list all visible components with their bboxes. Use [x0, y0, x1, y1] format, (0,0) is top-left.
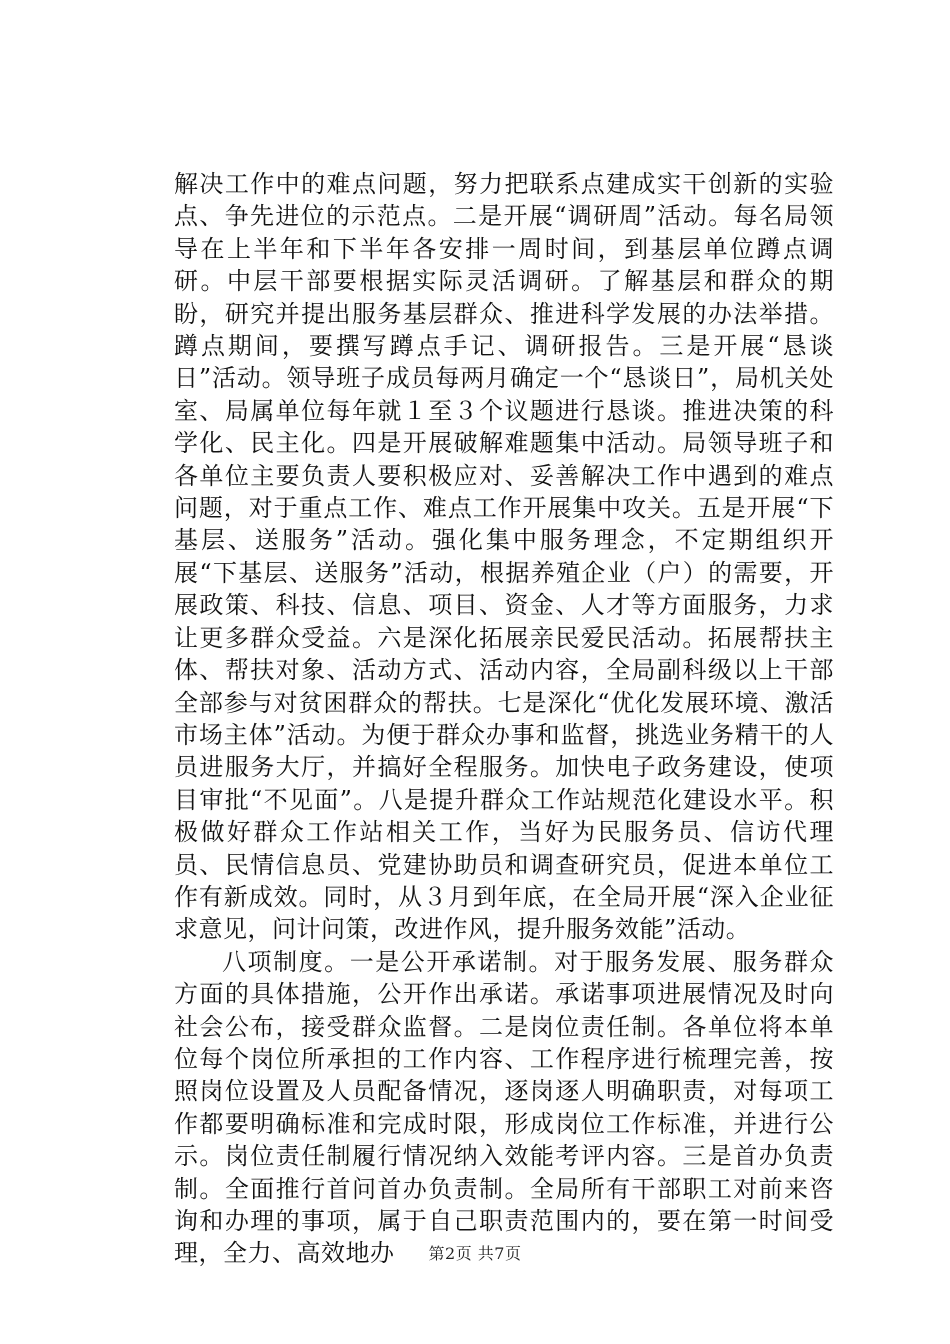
- paragraph-2: 八项制度。一是公开承诺制。对于服务发展、服务群众方面的具体措施，公开作出承诺。承诺事项进展情况及时向社会公布，接受群众监督。二是岗位责任制。各单位将本单位每个岗位所承担的工作内容、工作程序进行梳理完善，按照岗位设置及人员配备情况，逐岗逐人明确职责，对每项工作都要明确标准和完成时限，形成岗位工作标准，并进行公示。岗位责任制履行情况纳入效能考评内容。三是首办负责制。全面推行首问首办负责制。全局所有干部职工对前来咨询和办理的事项，属于自己职责范围内的，要在第一时间受理，全力、高效地办: [174, 947, 834, 1268]
- paragraph-1: 解决工作中的难点问题，努力把联系点建成实干创新的实验点、争先进位的示范点。二是开展“调研周”活动。每名局领导在上半年和下半年各安排一周时间，到基层单位蹲点调研。中层干部要根据实际灵活调研。了解基层和群众的期盼，研究并提出服务基层群众、推进科学发展的办法举措。蹲点期间，要撰写蹲点手记、调研报告。三是开展“恳谈日”活动。领导班子成员每两月确定一个“恳谈日”，局机关处室、局属单位每年就１至３个议题进行恳谈。推进决策的科学化、民主化。四是开展破解难题集中活动。局领导班子和各单位主要负责人要积极应对、妥善解决工作中遇到的难点问题，对于重点工作、难点工作开展集中攻关。五是开展“下基层、送服务”活动。强化集中服务理念，不定期组织开展“下基层、送服务”活动，根据养殖企业（户）的需要，开展政策、科技、信息、项目、资金、人才等方面服务，力求让更多群众受益。六是深化拓展亲民爱民活动。拓展帮扶主体、帮扶对象、活动方式、活动内容，全局副科级以上干部全部参与对贫困群众的帮扶。七是深化“优化发展环境、激活市场主体”活动。为便于群众办事和监督，挑选业务精干的人员进服务大厅，并搞好全程服务。加快电子政务建设，使项目审批“不见面”。八是提升群众工作站规范化建设水平。积极做好群众工作站相关工作，当好为民服务员、信访代理员、民情信息员、党建协助员和调查研究员，促进本单位工作有新成效。同时，从３月到年底，在全局开展“深入企业征求意见，问计问策，改进作风，提升服务效能”活动。: [174, 170, 834, 944]
- page-number-footer: 第2页 共7页: [428, 1244, 522, 1263]
- document-body: [174, 168, 834, 1270]
